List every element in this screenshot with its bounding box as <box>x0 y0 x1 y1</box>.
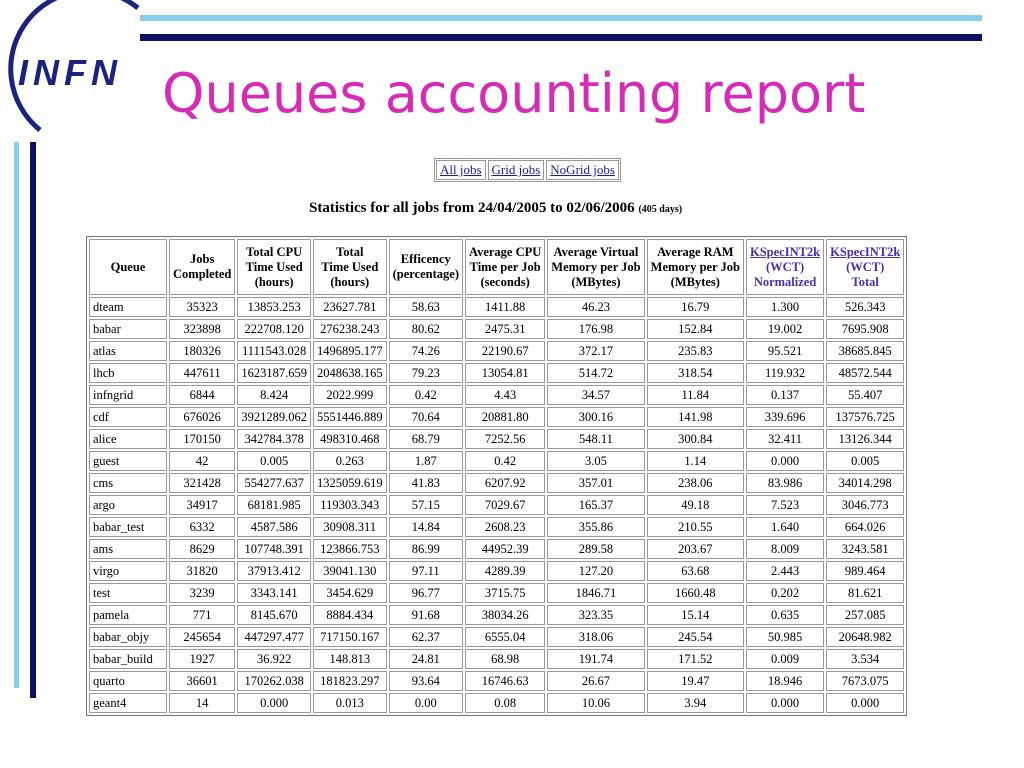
cell-avg-cpu-time: 38034.26 <box>465 605 545 625</box>
table-row <box>89 473 904 493</box>
cell-queue: ams <box>89 539 167 559</box>
cell-total-time: 1496895.177 <box>313 341 387 361</box>
table-row <box>89 385 904 405</box>
cell-avg-ram-memory: 19.47 <box>647 671 744 691</box>
cell-queue: quarto <box>89 671 167 691</box>
statistics-days: (405 days) <box>638 204 683 215</box>
table-row <box>89 517 904 537</box>
cell-total-cpu-time: 8.424 <box>237 385 311 405</box>
cell-efficiency: 96.77 <box>389 583 463 603</box>
accounting-table-wrap <box>86 236 907 716</box>
cell-queue: infngrid <box>89 385 167 405</box>
cell-total-cpu-time: 447297.477 <box>237 627 311 647</box>
table-row <box>89 539 904 559</box>
cell-total-cpu-time: 37913.412 <box>237 561 311 581</box>
column-header-avg-virtual-memory <box>547 239 644 295</box>
cell-avg-cpu-time: 0.42 <box>465 451 545 471</box>
table-row <box>89 649 904 669</box>
cell-total-cpu-time: 3343.141 <box>237 583 311 603</box>
cell-avg-cpu-time: 2475.31 <box>465 319 545 339</box>
cell-avg-cpu-time: 68.98 <box>465 649 545 669</box>
accounting-table <box>86 236 907 716</box>
cell-jobs-completed: 3239 <box>169 583 235 603</box>
cell-kspecint2k-total: 989.464 <box>826 561 904 581</box>
top-light-bar <box>140 15 982 21</box>
cell-efficiency: 79.23 <box>389 363 463 383</box>
nogrid-jobs-link[interactable]: NoGrid jobs <box>546 160 619 180</box>
table-row <box>89 297 904 317</box>
cell-total-time: 30908.311 <box>313 517 387 537</box>
cell-total-time: 3454.629 <box>313 583 387 603</box>
cell-total-cpu-time: 222708.120 <box>237 319 311 339</box>
grid-jobs-link[interactable]: Grid jobs <box>488 160 545 180</box>
cell-kspecint2k-normalized: 0.009 <box>746 649 824 669</box>
column-header-line: (WCT) <box>765 259 805 274</box>
cell-queue: babar_test <box>89 517 167 537</box>
statistics-heading <box>309 200 682 217</box>
column-header-line: Average CPU <box>468 244 542 259</box>
cell-jobs-completed: 321428 <box>169 473 235 493</box>
table-row <box>89 429 904 449</box>
cell-kspecint2k-normalized: 339.696 <box>746 407 824 427</box>
column-header-line: Time Used <box>245 259 303 274</box>
cell-jobs-completed: 447611 <box>169 363 235 383</box>
cell-avg-cpu-time: 4289.39 <box>465 561 545 581</box>
table-row <box>89 583 904 603</box>
column-header-line: Total <box>851 274 879 289</box>
table-row <box>89 341 904 361</box>
cell-efficiency: 58.63 <box>389 297 463 317</box>
cell-jobs-completed: 31820 <box>169 561 235 581</box>
cell-total-cpu-time: 0.000 <box>237 693 311 713</box>
cell-efficiency: 62.37 <box>389 627 463 647</box>
column-header-line: Completed <box>173 267 232 281</box>
cell-kspecint2k-total: 0.000 <box>826 693 904 713</box>
cell-avg-cpu-time: 7252.56 <box>465 429 545 449</box>
logo-text: INFN <box>18 52 122 93</box>
cell-kspecint2k-normalized: 0.635 <box>746 605 824 625</box>
table-row <box>89 671 904 691</box>
cell-avg-cpu-time: 13054.81 <box>465 363 545 383</box>
cell-kspecint2k-normalized: 0.137 <box>746 385 824 405</box>
column-header-line: Queue <box>110 259 146 274</box>
cell-efficiency: 1.87 <box>389 451 463 471</box>
cell-kspecint2k-total: 48572.544 <box>826 363 904 383</box>
cell-avg-ram-memory: 300.84 <box>647 429 744 449</box>
cell-jobs-completed: 6844 <box>169 385 235 405</box>
cell-efficiency: 86.99 <box>389 539 463 559</box>
column-header-line: KSpecINT2k <box>749 244 821 259</box>
column-header-line: Normalized <box>753 274 817 289</box>
cell-total-cpu-time: 342784.378 <box>237 429 311 449</box>
cell-avg-ram-memory: 238.06 <box>647 473 744 493</box>
cell-jobs-completed: 170150 <box>169 429 235 449</box>
cell-queue: cms <box>89 473 167 493</box>
column-header-line: (MBytes) <box>670 274 720 289</box>
table-row <box>89 407 904 427</box>
cell-kspecint2k-total: 20648.982 <box>826 627 904 647</box>
cell-efficiency: 24.81 <box>389 649 463 669</box>
cell-kspecint2k-total: 137576.725 <box>826 407 904 427</box>
cell-kspecint2k-total: 13126.344 <box>826 429 904 449</box>
cell-avg-cpu-time: 6207.92 <box>465 473 545 493</box>
cell-avg-cpu-time: 1411.88 <box>465 297 545 317</box>
cell-kspecint2k-normalized: 119.932 <box>746 363 824 383</box>
cell-jobs-completed: 14 <box>169 693 235 713</box>
cell-kspecint2k-total: 257.085 <box>826 605 904 625</box>
cell-efficiency: 74.26 <box>389 341 463 361</box>
table-header-row <box>89 239 904 295</box>
cell-kspecint2k-normalized: 50.985 <box>746 627 824 647</box>
cell-avg-virtual-memory: 289.58 <box>547 539 644 559</box>
cell-avg-cpu-time: 4.43 <box>465 385 545 405</box>
cell-queue: babar_build <box>89 649 167 669</box>
cell-total-time: 148.813 <box>313 649 387 669</box>
column-header-line: KSpecINT2k <box>830 244 901 259</box>
table-row <box>89 363 904 383</box>
statistics-heading-text: Statistics for all jobs from 24/04/2005 to 02/06/2006 <box>309 200 635 216</box>
cell-avg-cpu-time: 44952.39 <box>465 539 545 559</box>
cell-total-time: 2048638.165 <box>313 363 387 383</box>
column-header-line: Average RAM <box>657 244 734 259</box>
cell-avg-cpu-time: 0.08 <box>465 693 545 713</box>
column-header-avg-ram-memory <box>647 239 744 295</box>
cell-avg-ram-memory: 203.67 <box>647 539 744 559</box>
cell-kspecint2k-total: 3243.581 <box>826 539 904 559</box>
column-header-jobs-completed <box>169 239 235 295</box>
cell-jobs-completed: 36601 <box>169 671 235 691</box>
cell-kspecint2k-total: 3046.773 <box>826 495 904 515</box>
column-header-line: Efficency <box>400 252 451 266</box>
cell-total-cpu-time: 0.005 <box>237 451 311 471</box>
cell-jobs-completed: 1927 <box>169 649 235 669</box>
column-header-line: (hours) <box>254 274 294 289</box>
all-jobs-link[interactable]: All jobs <box>436 160 486 180</box>
cell-total-cpu-time: 170262.038 <box>237 671 311 691</box>
cell-efficiency: 97.11 <box>389 561 463 581</box>
column-header-line: (hours) <box>330 274 370 289</box>
cell-total-time: 1325059.619 <box>313 473 387 493</box>
column-header-line: Time Used <box>321 259 379 274</box>
cell-avg-virtual-memory: 357.01 <box>547 473 644 493</box>
cell-efficiency: 57.15 <box>389 495 463 515</box>
cell-kspecint2k-normalized: 95.521 <box>746 341 824 361</box>
cell-total-time: 498310.468 <box>313 429 387 449</box>
cell-queue: dteam <box>89 297 167 317</box>
cell-efficiency: 0.00 <box>389 693 463 713</box>
cell-total-time: 0.013 <box>313 693 387 713</box>
cell-jobs-completed: 323898 <box>169 319 235 339</box>
cell-queue: atlas <box>89 341 167 361</box>
cell-kspecint2k-total: 7695.908 <box>826 319 904 339</box>
cell-total-time: 5551446.889 <box>313 407 387 427</box>
cell-jobs-completed: 180326 <box>169 341 235 361</box>
cell-avg-virtual-memory: 26.67 <box>547 671 644 691</box>
cell-avg-virtual-memory: 355.86 <box>547 517 644 537</box>
cell-avg-ram-memory: 16.79 <box>647 297 744 317</box>
cell-total-cpu-time: 1623187.659 <box>237 363 311 383</box>
cell-avg-cpu-time: 3715.75 <box>465 583 545 603</box>
cell-efficiency: 14.84 <box>389 517 463 537</box>
column-header-line: Average Virtual <box>553 244 639 259</box>
column-header-line: (MBytes) <box>571 274 621 289</box>
cell-total-time: 119303.343 <box>313 495 387 515</box>
cell-avg-ram-memory: 63.68 <box>647 561 744 581</box>
cell-avg-ram-memory: 235.83 <box>647 341 744 361</box>
cell-avg-cpu-time: 22190.67 <box>465 341 545 361</box>
column-header-kspecint2k-total[interactable] <box>826 239 904 295</box>
cell-queue: lhcb <box>89 363 167 383</box>
cell-avg-virtual-memory: 548.11 <box>547 429 644 449</box>
cell-jobs-completed: 34917 <box>169 495 235 515</box>
cell-avg-virtual-memory: 34.57 <box>547 385 644 405</box>
cell-total-cpu-time: 4587.586 <box>237 517 311 537</box>
column-header-queue <box>89 239 167 295</box>
cell-kspecint2k-normalized: 0.000 <box>746 693 824 713</box>
page-title: Queues accounting report <box>162 62 866 125</box>
cell-avg-ram-memory: 141.98 <box>647 407 744 427</box>
cell-queue: pamela <box>89 605 167 625</box>
column-header-total-cpu-time <box>237 239 311 295</box>
cell-efficiency: 91.68 <box>389 605 463 625</box>
cell-kspecint2k-normalized: 19.002 <box>746 319 824 339</box>
cell-queue: alice <box>89 429 167 449</box>
cell-total-cpu-time: 554277.637 <box>237 473 311 493</box>
cell-queue: guest <box>89 451 167 471</box>
cell-kspecint2k-total: 0.005 <box>826 451 904 471</box>
cell-efficiency: 80.62 <box>389 319 463 339</box>
cell-total-cpu-time: 3921289.062 <box>237 407 311 427</box>
cell-kspecint2k-total: 34014.298 <box>826 473 904 493</box>
cell-total-time: 181823.297 <box>313 671 387 691</box>
cell-total-time: 0.263 <box>313 451 387 471</box>
column-header-line: Jobs <box>190 252 215 266</box>
cell-avg-virtual-memory: 127.20 <box>547 561 644 581</box>
cell-avg-virtual-memory: 176.98 <box>547 319 644 339</box>
cell-total-cpu-time: 13853.253 <box>237 297 311 317</box>
table-body <box>89 297 904 713</box>
cell-queue: geant4 <box>89 693 167 713</box>
column-header-line: Time per Job <box>469 259 541 274</box>
cell-total-time: 23627.781 <box>313 297 387 317</box>
cell-efficiency: 70.64 <box>389 407 463 427</box>
column-header-line: Total CPU <box>246 244 303 259</box>
cell-avg-virtual-memory: 46.23 <box>547 297 644 317</box>
cell-jobs-completed: 35323 <box>169 297 235 317</box>
cell-kspecint2k-total: 55.407 <box>826 385 904 405</box>
cell-avg-ram-memory: 49.18 <box>647 495 744 515</box>
cell-kspecint2k-total: 3.534 <box>826 649 904 669</box>
cell-kspecint2k-normalized: 83.986 <box>746 473 824 493</box>
top-dark-bar <box>140 34 982 41</box>
cell-kspecint2k-normalized: 18.946 <box>746 671 824 691</box>
cell-total-cpu-time: 36.922 <box>237 649 311 669</box>
side-light-bar <box>14 142 19 688</box>
table-row <box>89 627 904 647</box>
cell-avg-cpu-time: 7029.67 <box>465 495 545 515</box>
cell-kspecint2k-total: 664.026 <box>826 517 904 537</box>
cell-total-time: 717150.167 <box>313 627 387 647</box>
table-row <box>89 319 904 339</box>
cell-jobs-completed: 771 <box>169 605 235 625</box>
cell-total-cpu-time: 68181.985 <box>237 495 311 515</box>
cell-jobs-completed: 8629 <box>169 539 235 559</box>
cell-kspecint2k-normalized: 7.523 <box>746 495 824 515</box>
cell-avg-cpu-time: 16746.63 <box>465 671 545 691</box>
column-header-line: (percentage) <box>392 267 459 281</box>
cell-kspecint2k-normalized: 1.640 <box>746 517 824 537</box>
cell-kspecint2k-normalized: 1.300 <box>746 297 824 317</box>
cell-avg-ram-memory: 245.54 <box>647 627 744 647</box>
cell-avg-virtual-memory: 1846.71 <box>547 583 644 603</box>
cell-jobs-completed: 676026 <box>169 407 235 427</box>
cell-total-cpu-time: 107748.391 <box>237 539 311 559</box>
cell-avg-virtual-memory: 10.06 <box>547 693 644 713</box>
column-header-line: Memory per Job <box>551 259 641 274</box>
cell-kspecint2k-normalized: 0.000 <box>746 451 824 471</box>
cell-avg-virtual-memory: 3.05 <box>547 451 644 471</box>
table-row <box>89 693 904 713</box>
job-filter-nav <box>434 158 621 182</box>
cell-queue: argo <box>89 495 167 515</box>
cell-total-cpu-time: 1111543.028 <box>237 341 311 361</box>
cell-total-time: 123866.753 <box>313 539 387 559</box>
cell-avg-cpu-time: 2608.23 <box>465 517 545 537</box>
cell-avg-ram-memory: 152.84 <box>647 319 744 339</box>
cell-kspecint2k-total: 7673.075 <box>826 671 904 691</box>
column-header-kspecint2k-normalized[interactable] <box>746 239 824 295</box>
column-header-efficiency <box>389 239 463 295</box>
cell-efficiency: 68.79 <box>389 429 463 449</box>
cell-total-time: 8884.434 <box>313 605 387 625</box>
cell-avg-ram-memory: 210.55 <box>647 517 744 537</box>
cell-avg-ram-memory: 1660.48 <box>647 583 744 603</box>
cell-avg-virtual-memory: 191.74 <box>547 649 644 669</box>
cell-kspecint2k-total: 526.343 <box>826 297 904 317</box>
cell-avg-ram-memory: 11.84 <box>647 385 744 405</box>
cell-avg-virtual-memory: 514.72 <box>547 363 644 383</box>
cell-kspecint2k-normalized: 32.411 <box>746 429 824 449</box>
cell-queue: cdf <box>89 407 167 427</box>
table-row <box>89 451 904 471</box>
column-header-line: Total <box>336 244 364 259</box>
cell-total-time: 276238.243 <box>313 319 387 339</box>
table-row <box>89 495 904 515</box>
cell-efficiency: 93.64 <box>389 671 463 691</box>
cell-queue: test <box>89 583 167 603</box>
cell-avg-ram-memory: 171.52 <box>647 649 744 669</box>
cell-avg-ram-memory: 3.94 <box>647 693 744 713</box>
cell-kspecint2k-total: 38685.845 <box>826 341 904 361</box>
cell-jobs-completed: 245654 <box>169 627 235 647</box>
column-header-avg-cpu-time <box>465 239 545 295</box>
cell-kspecint2k-normalized: 0.202 <box>746 583 824 603</box>
cell-efficiency: 0.42 <box>389 385 463 405</box>
cell-avg-virtual-memory: 300.16 <box>547 407 644 427</box>
cell-kspecint2k-normalized: 2.443 <box>746 561 824 581</box>
cell-jobs-completed: 42 <box>169 451 235 471</box>
cell-avg-virtual-memory: 318.06 <box>547 627 644 647</box>
cell-total-cpu-time: 8145.670 <box>237 605 311 625</box>
cell-avg-ram-memory: 1.14 <box>647 451 744 471</box>
cell-queue: babar <box>89 319 167 339</box>
table-row <box>89 605 904 625</box>
column-header-total-time <box>313 239 387 295</box>
column-header-line: (seconds) <box>480 274 530 289</box>
cell-kspecint2k-total: 81.621 <box>826 583 904 603</box>
table-row <box>89 561 904 581</box>
cell-queue: virgo <box>89 561 167 581</box>
side-dark-bar <box>30 142 36 698</box>
cell-total-time: 2022.999 <box>313 385 387 405</box>
column-header-line: (WCT) <box>846 259 885 274</box>
cell-avg-virtual-memory: 165.37 <box>547 495 644 515</box>
cell-avg-virtual-memory: 372.17 <box>547 341 644 361</box>
cell-avg-ram-memory: 15.14 <box>647 605 744 625</box>
cell-queue: babar_objy <box>89 627 167 647</box>
cell-avg-virtual-memory: 323.35 <box>547 605 644 625</box>
cell-avg-ram-memory: 318.54 <box>647 363 744 383</box>
cell-efficiency: 41.83 <box>389 473 463 493</box>
cell-kspecint2k-normalized: 8.009 <box>746 539 824 559</box>
column-header-line: Memory per Job <box>650 259 740 274</box>
cell-avg-cpu-time: 6555.04 <box>465 627 545 647</box>
cell-avg-cpu-time: 20881.80 <box>465 407 545 427</box>
cell-total-time: 39041.130 <box>313 561 387 581</box>
cell-jobs-completed: 6332 <box>169 517 235 537</box>
